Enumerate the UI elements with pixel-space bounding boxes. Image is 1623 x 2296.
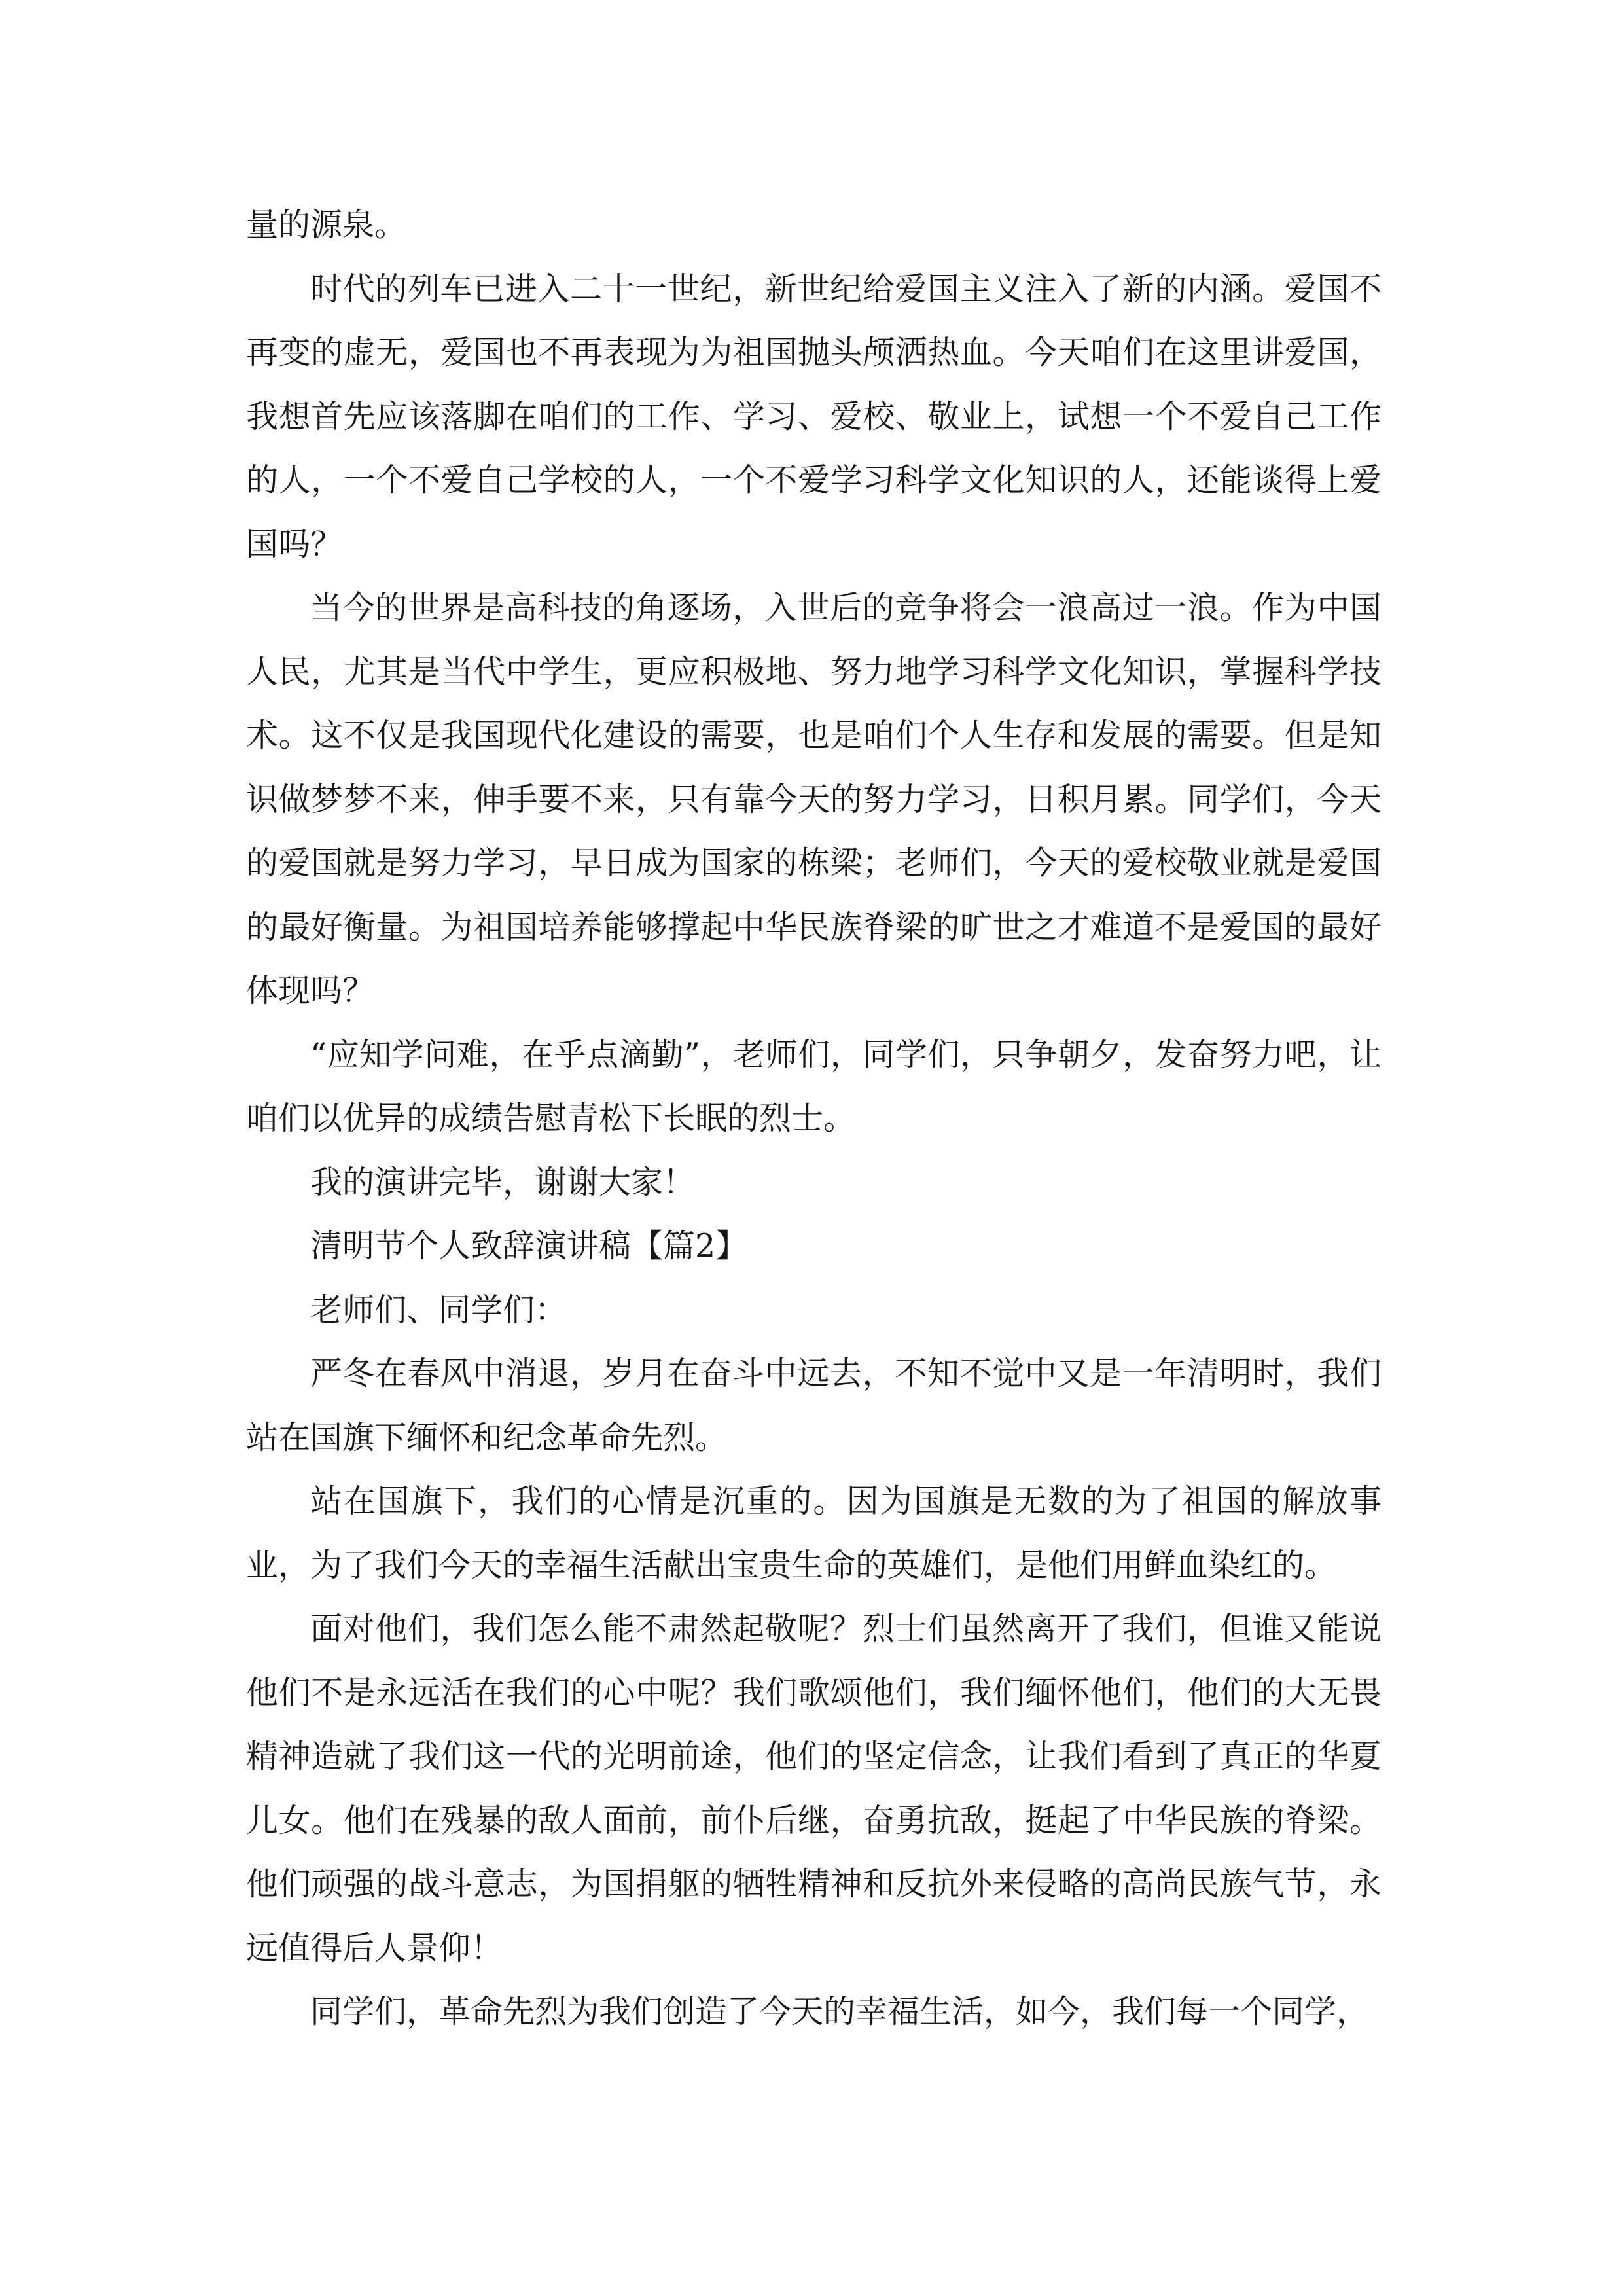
paragraph-closing-thanks: 我的演讲完毕，谢谢大家！ — [310, 1163, 696, 1201]
paragraph-salutation: 老师们、同学们： — [310, 1291, 567, 1329]
paragraph-national-flag: 站在国旗下，我们的心情是沉重的。因为国旗是无数的为了祖国的解放事业，为了我们今天的幸福生活献出宝贵生命的英雄们，是他们用鲜血染红的。 — [246, 1482, 1382, 1584]
paragraph-qingming-intro: 严冬在春风中消退，岁月在奋斗中远去，不知不觉中又是一年清明时，我们站在国旗下缅怀和纪念革命先烈。 — [246, 1355, 1382, 1456]
paragraph-martyrs-respect: 面对他们，我们怎么能不肃然起敬呢？烈士们虽然离开了我们，但谁又能说他们不是永远活在我们的心中呢？我们歌颂他们，我们缅怀他们，他们的大无畏精神造就了我们这一代的光明前途，他们的坚定信念，让我们看到了真正的华夏儿女。他们在残暴的敌人面前，前仆后继，奋勇抗敌，挺起了中华民族的脊梁。他们顽强的战斗意志，为国捐躯的牺牲精神和反抗外来侵略的高尚民族气节，永远值得后人景仰！ — [246, 1610, 1382, 1967]
paragraph-quote-study: “应知学问难，在乎点滴勤”，老师们，同学们，只争朝夕，发奋努力吧，让咱们以优异的成绩告慰青松下长眠的烈士。 — [246, 1035, 1382, 1137]
section-heading: 清明节个人致辞演讲稿【篇2】 — [310, 1227, 748, 1265]
paragraph-students-today: 同学们，革命先烈为我们创造了今天的幸福生活，如今，我们每一个同学， — [310, 1993, 1369, 2030]
paragraph-hightech-competition: 当今的世界是高科技的角逐场，入世后的竞争将会一浪高过一浪。作为中国人民，尤其是当代中学生，更应积极地、努力地学习科学文化知识，掌握科学技术。这不仅是我国现代化建设的需要，也是咱们个人生存和发展的需要。但是知识做梦梦不来，伸手要不来，只有靠今天的努力学习，日积月累。同学们，今天的爱国就是努力学习，早日成为国家的栋梁；老师们，今天的爱校敬业就是爱国的最好衡量。为祖国培养能够撑起中华民族脊梁的旷世之才难道不是爱国的最好体现吗？ — [246, 589, 1382, 1009]
paragraph-continuation: 量的源泉。 — [246, 206, 407, 243]
document-body — [246, 193, 1382, 2044]
paragraph-patriotism-new-era: 时代的列车已进入二十一世纪，新世纪给爱国主义注入了新的内涵。爱国不再变的虚无，爱国也不再表现为为祖国抛头颅洒热血。今天咱们在这里讲爱国，我想首先应该落脚在咱们的工作、学习、爱校、敬业上，试想一个不爱自己工作的人，一个不爱自己学校的人，一个不爱学习科学文化知识的人，还能谈得上爱国吗？ — [246, 270, 1382, 563]
